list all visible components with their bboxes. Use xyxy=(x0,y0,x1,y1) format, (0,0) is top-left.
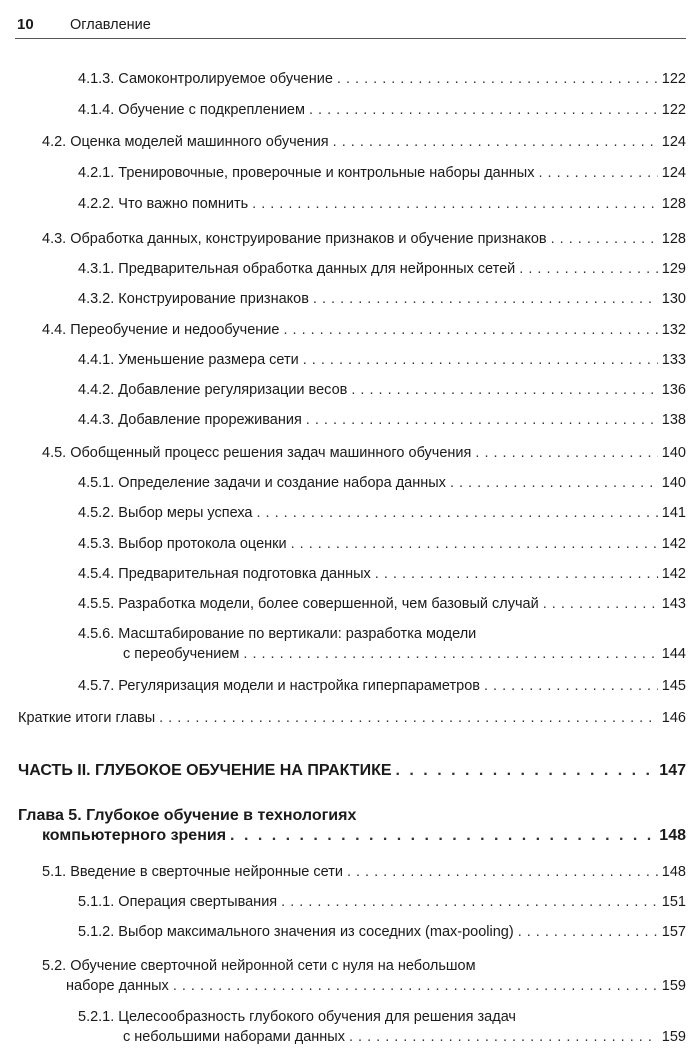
page-number: 10 xyxy=(17,16,34,33)
toc-entry-4-5-6 xyxy=(78,624,686,664)
toc-page-number: 141 xyxy=(661,505,686,521)
toc-entry-4-5-5 xyxy=(78,594,686,614)
toc-entry-text: 4.5.2. Выбор меры успеха xyxy=(78,505,253,521)
dot-leader xyxy=(475,443,657,463)
toc-entry-5-1 xyxy=(42,862,686,882)
toc-page-number: 133 xyxy=(661,352,686,368)
toc-page-number: 148 xyxy=(661,864,686,880)
dot-leader xyxy=(309,100,658,120)
toc-page-number: 147 xyxy=(659,762,686,779)
dot-leader xyxy=(243,644,657,664)
toc-entry-5-2-1 xyxy=(78,1007,686,1047)
dot-leader xyxy=(337,69,658,89)
toc-entry-4-1-3 xyxy=(78,69,686,89)
dot-leader xyxy=(396,761,656,781)
toc-page-number: 130 xyxy=(661,291,686,307)
toc-entry-summary xyxy=(18,708,686,728)
toc-entry-text: 5.2. Обучение сверточной нейронной сети с нуля на небольшом xyxy=(42,958,476,974)
toc-page-number: 122 xyxy=(661,102,686,118)
dot-leader xyxy=(306,410,658,430)
toc-entry-text: 4.5. Обобщенный процесс решения задач машинного обучения xyxy=(42,445,472,461)
toc-entry-text: 5.1. Введение в сверточные нейронные сети xyxy=(42,864,343,880)
toc-page-number: 144 xyxy=(661,646,686,662)
toc-page-number: 148 xyxy=(659,827,686,844)
toc-entry-text: 4.4.2. Добавление регуляризации весов xyxy=(78,382,348,398)
toc-entry-text: 4.1.4. Обучение с подкреплением xyxy=(78,102,305,118)
toc-entry-5-1-2 xyxy=(78,922,686,942)
toc-page-number: 157 xyxy=(661,924,686,940)
toc-entry-4-1-4 xyxy=(78,100,686,120)
toc-page-number: 159 xyxy=(661,978,686,994)
toc-entry-text: 4.4. Переобучение и недообучение xyxy=(42,322,280,338)
toc-entry-4-5-7 xyxy=(78,676,686,696)
dot-leader xyxy=(333,132,658,152)
toc-entry-5-2 xyxy=(42,956,686,996)
toc-entry-text: Глава 5. Глубокое обучение в технологиях xyxy=(18,807,357,824)
toc-page-number: 143 xyxy=(661,596,686,612)
dot-leader xyxy=(518,922,658,942)
toc-entry-text: 4.2. Оценка моделей машинного обучения xyxy=(42,134,329,150)
dot-leader xyxy=(313,289,658,309)
toc-entry-part-2 xyxy=(18,761,686,781)
dot-leader xyxy=(538,163,657,183)
dot-leader xyxy=(230,826,655,846)
toc-entry-text: 4.3. Обработка данных, конструирование признаков и обучение признаков xyxy=(42,231,547,247)
toc-entry-4-4-2 xyxy=(78,380,686,400)
toc-entry-text: 5.1.1. Операция свертывания xyxy=(78,894,278,910)
dot-leader xyxy=(159,708,658,728)
dot-leader xyxy=(347,862,658,882)
running-title: Оглавление xyxy=(70,17,151,33)
toc-entry-5-1-1 xyxy=(78,892,686,912)
dot-leader xyxy=(351,380,657,400)
dot-leader xyxy=(173,976,658,996)
toc-entry-4-5 xyxy=(42,443,686,463)
toc-page-number: 136 xyxy=(661,382,686,398)
toc-page-number: 138 xyxy=(661,412,686,428)
dot-leader xyxy=(252,194,658,214)
toc-page-number: 122 xyxy=(661,71,686,87)
dot-leader xyxy=(551,229,658,249)
dot-leader xyxy=(349,1027,658,1047)
toc-entry-4-2-1 xyxy=(78,163,686,183)
dot-leader xyxy=(375,564,658,584)
dot-leader xyxy=(519,259,658,279)
toc-page-number: 132 xyxy=(661,322,686,338)
toc-entry-text: 4.4.1. Уменьшение размера сети xyxy=(78,352,299,368)
toc-entry-continuation: наборе данных xyxy=(66,978,169,994)
toc-entry-text: ЧАСТЬ II. ГЛУБОКОЕ ОБУЧЕНИЕ НА ПРАКТИКЕ xyxy=(18,762,392,779)
toc-entry-4-3 xyxy=(42,229,686,249)
dot-leader xyxy=(291,534,658,554)
toc-page-number: 145 xyxy=(661,678,686,694)
toc-entry-4-4-1 xyxy=(78,350,686,370)
toc-entry-4-5-3 xyxy=(78,534,686,554)
toc-page-number: 128 xyxy=(661,196,686,212)
toc-entry-4-5-1 xyxy=(78,473,686,493)
toc-page-number: 124 xyxy=(661,134,686,150)
toc-entry-chapter-5 xyxy=(18,806,686,846)
toc-entry-text: 4.5.6. Масштабирование по вертикали: разработка модели xyxy=(78,626,477,642)
toc-entry-4-4-3 xyxy=(78,410,686,430)
dot-leader xyxy=(257,503,658,523)
toc-page-number: 140 xyxy=(661,445,686,461)
toc-entry-text: 4.5.3. Выбор протокола оценки xyxy=(78,536,287,552)
toc-entry-4-2-2 xyxy=(78,194,686,214)
toc-entry-4-5-4 xyxy=(78,564,686,584)
toc-entry-4-4 xyxy=(42,320,686,340)
toc-entry-4-3-1 xyxy=(78,259,686,279)
toc-entry-text: 4.3.1. Предварительная обработка данных для нейронных сетей xyxy=(78,261,516,277)
toc-page-number: 142 xyxy=(661,536,686,552)
toc-page-number: 151 xyxy=(661,894,686,910)
toc-entry-text: 4.5.5. Разработка модели, более совершенной, чем базовый случай xyxy=(78,596,539,612)
dot-leader xyxy=(543,594,658,614)
toc-entry-text: 4.5.4. Предварительная подготовка данных xyxy=(78,566,371,582)
toc-entry-continuation: компьютерного зрения xyxy=(42,827,227,844)
dot-leader xyxy=(281,892,658,912)
toc-page-number: 129 xyxy=(661,261,686,277)
toc-page-number: 140 xyxy=(661,475,686,491)
toc-entry-4-5-2 xyxy=(78,503,686,523)
toc-entry-text: 5.1.2. Выбор максимального значения из соседних (max-pooling) xyxy=(78,924,514,940)
dot-leader xyxy=(450,473,658,493)
toc-entry-text: 4.2.2. Что важно помнить xyxy=(78,196,249,212)
toc-entry-text: 5.2.1. Целесообразность глубокого обучения для решения задач xyxy=(78,1009,516,1025)
toc-entry-continuation: с переобучением xyxy=(123,646,240,662)
toc-entry-continuation: с небольшими наборами данных xyxy=(123,1029,345,1045)
toc-entry-text: 4.1.3. Самоконтролируемое обучение xyxy=(78,71,333,87)
toc-entry-text: 4.4.3. Добавление прореживания xyxy=(78,412,302,428)
toc-entry-text: Краткие итоги главы xyxy=(18,710,156,726)
toc-entry-4-3-2 xyxy=(78,289,686,309)
toc-page-number: 159 xyxy=(661,1029,686,1045)
toc-page-number: 146 xyxy=(661,710,686,726)
toc-entry-text: 4.5.7. Регуляризация модели и настройка гиперпараметров xyxy=(78,678,480,694)
toc-page-number: 128 xyxy=(661,231,686,247)
toc-entry-text: 4.2.1. Тренировочные, проверочные и контрольные наборы данных xyxy=(78,165,535,181)
toc-entry-text: 4.5.1. Определение задачи и создание набора данных xyxy=(78,475,446,491)
toc-entry-4-2 xyxy=(42,132,686,152)
toc-page-number: 142 xyxy=(661,566,686,582)
dot-leader xyxy=(484,676,658,696)
dot-leader xyxy=(303,350,658,370)
toc-entry-text: 4.3.2. Конструирование признаков xyxy=(78,291,309,307)
dot-leader xyxy=(283,320,657,340)
toc-page-number: 124 xyxy=(661,165,686,181)
